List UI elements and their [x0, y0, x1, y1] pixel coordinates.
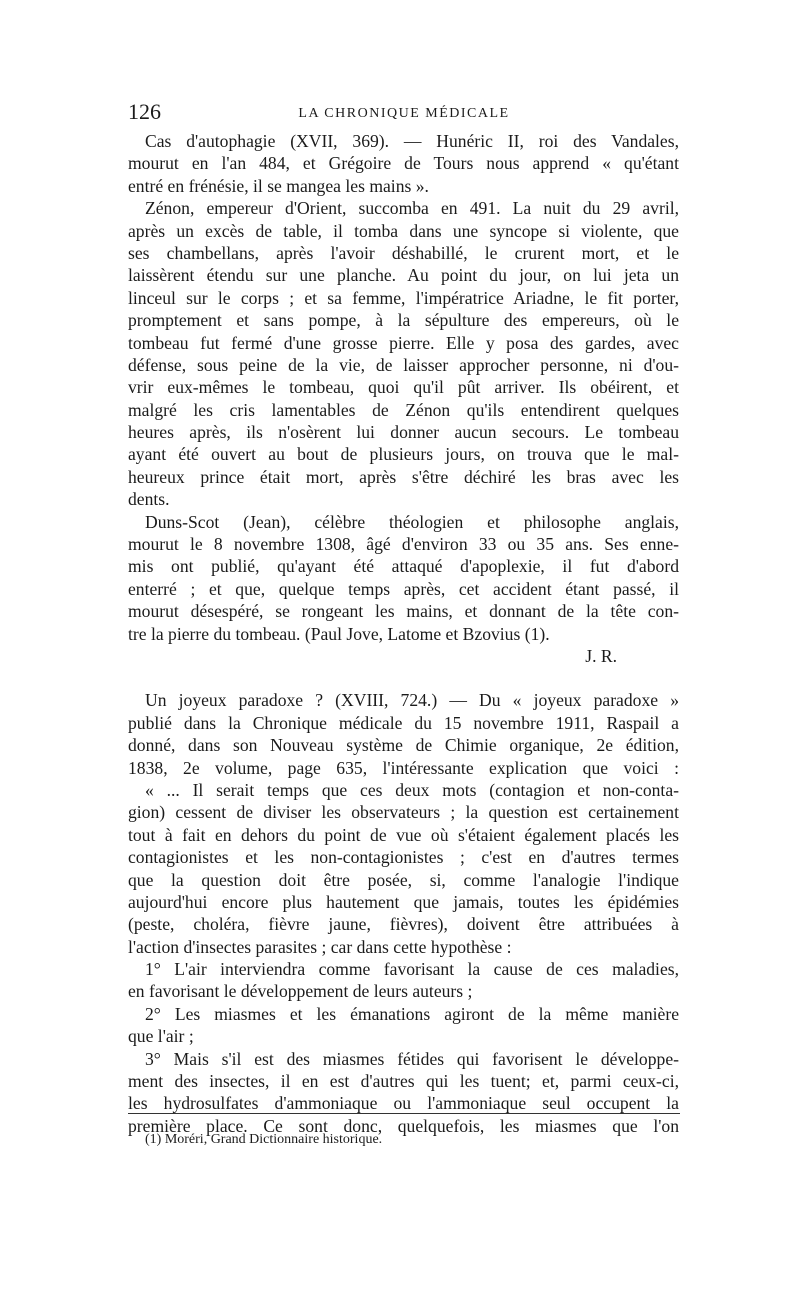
text-line: heureux prince était mort, après s'être déchiré les bras avec les — [128, 466, 679, 487]
text-line: laissèrent étendu sur une planche. Au point du jour, on lui jeta un — [128, 265, 679, 286]
text-line: tout à fait en dehors du point de vue où s'étaient également placés les — [128, 824, 679, 845]
section-gap — [128, 667, 679, 689]
text-line: que la question doit être posée, si, comme l'analogie l'indique — [128, 869, 679, 890]
footnote-rule — [128, 1113, 680, 1114]
text-line: Cas d'autophagie (XVII, 369). — Hunéric II, roi des Vandales, — [145, 131, 679, 151]
text-line: 2° Les miasmes et les émanations agiront de la même manière — [145, 1003, 679, 1024]
text-line: enterré ; et que, quelque temps après, cet accident étant passé, il — [128, 578, 679, 599]
text-line: défense, sous peine de la vie, de laisser approcher personne, ni d'ou- — [128, 354, 679, 375]
running-head: LA CHRONIQUE MÉDICALE — [298, 106, 510, 121]
text-line: première place. Ce sont donc, quelquefois, les miasmes que l'on — [128, 1115, 679, 1136]
body-text — [128, 130, 679, 1137]
text-line: Zénon, empereur d'Orient, succomba en 491. La nuit du 29 avril, — [145, 198, 679, 219]
text-line: contagionistes et les non-contagionistes ; c'est en d'autres termes — [128, 847, 679, 868]
text-line: 3° Mais s'il est des miasmes fétides qui favorisent le développe- — [145, 1048, 679, 1069]
text-line: mourut désespéré, se rongeant les mains, et donnant de la tête con- — [128, 601, 679, 622]
page-header — [128, 99, 680, 129]
text-line: heures après, ils n'osèrent lui donner aucun secours. Le tombeau — [128, 422, 679, 443]
text-line: les hydrosulfates d'ammoniaque ou l'ammoniaque seul occupent la — [128, 1093, 679, 1114]
text-line: tombeau fut fermé d'une grosse pierre. Elle y posa des gardes, avec — [128, 332, 679, 353]
text-line: publié dans la Chronique médicale du 15 novembre 1911, Raspail a — [128, 712, 679, 733]
text-line: mourut en l'an 484, et Grégoire de Tours nous apprend « qu'étant — [128, 153, 679, 174]
signature: J. R. — [585, 645, 617, 666]
text-line: Duns-Scot (Jean), célèbre théologien et philosophe anglais, — [145, 511, 679, 532]
text-line: « ... Il serait temps que ces deux mots (contagion et non-conta- — [145, 779, 679, 800]
text-line: 1838, 2e volume, page 635, l'intéressante explication que voici : — [128, 757, 679, 778]
text-line: linceul sur le corps ; et sa femme, l'impératrice Ariadne, le fit porter, — [128, 287, 679, 308]
text-line: gion) cessent de diviser les observateurs ; la question est certainement — [128, 802, 679, 823]
text-line: dents. — [128, 489, 170, 510]
text-line: en favorisant le développement de leurs auteurs ; — [128, 981, 473, 1002]
text-line: donné, dans son Nouveau système de Chimie organique, 2e édition, — [128, 735, 679, 756]
text-line: Un joyeux paradoxe ? (XVIII, 724.) — Du « joyeux paradoxe » — [145, 690, 679, 711]
text-line: (peste, choléra, fièvre jaune, fièvres), doivent être attribuées à — [128, 914, 679, 935]
text-line: vrir eux-mêmes le tombeau, quoi qu'il pût arriver. Ils obéirent, et — [128, 377, 679, 398]
text-line: mourut le 8 novembre 1308, âgé d'environ 33 ou 35 ans. Ses enne- — [128, 534, 679, 555]
text-line: ment des insectes, il en est d'autres qui les tuent; et, parmi ceux-ci, — [128, 1071, 679, 1092]
text-line: tre la pierre du tombeau. (Paul Jove, Latome et Bzovius (1). — [128, 623, 550, 644]
text-line: aujourd'hui encore plus hautement que jamais, toutes les épidémies — [128, 891, 679, 912]
text-line: entré en frénésie, il se mangea les mains ». — [128, 175, 429, 196]
text-line: promptement et sans pompe, à la sépulture des empereurs, où le — [128, 310, 679, 331]
text-line: mis ont publié, qu'ayant été attaqué d'apoplexie, il fut d'abord — [128, 556, 679, 577]
text-line: l'action d'insectes parasites ; car dans cette hypothèse : — [128, 936, 512, 957]
page-number: 126 — [128, 99, 161, 124]
text-line: que l'air ; — [128, 1026, 194, 1047]
text-line: ses chambellans, après l'avoir déshabillé, le crurent mort, et le — [128, 242, 679, 263]
text-line: après un excès de table, il tomba dans une syncope si violente, que — [128, 220, 679, 241]
text-line: 1° L'air interviendra comme favorisant la cause de ces maladies, — [145, 959, 679, 980]
text-line: malgré les cris lamentables de Zénon qu'ils entendirent quelques — [128, 399, 679, 420]
footnote: (1) Moréri, Grand Dictionnaire historique. — [145, 1132, 383, 1147]
text-line: ayant été ouvert au bout de plusieurs jours, on trouva que le mal- — [128, 444, 679, 465]
